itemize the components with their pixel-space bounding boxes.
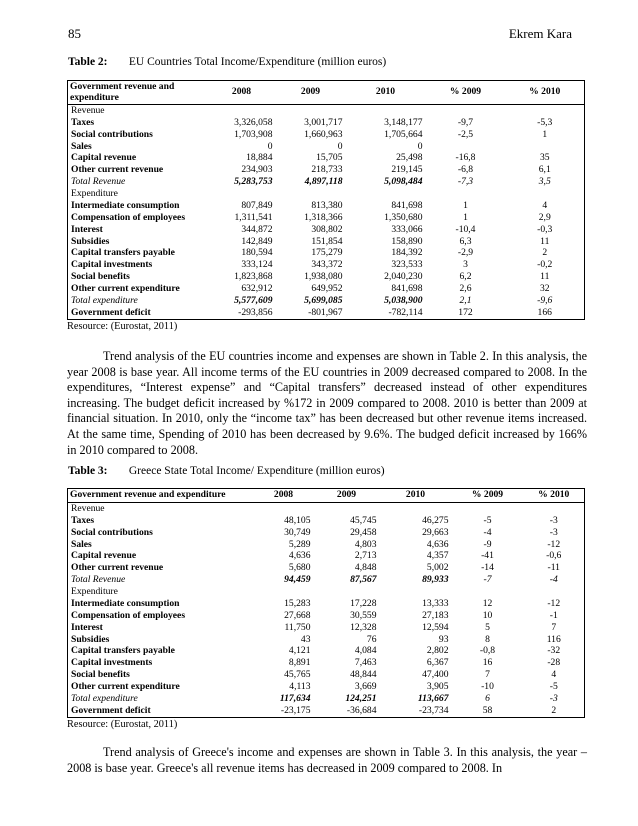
table-cell	[426, 105, 506, 117]
table-cell: 172	[426, 307, 506, 320]
table-cell	[426, 188, 506, 200]
table-cell: -3	[549, 692, 558, 704]
column-header: 2010	[346, 81, 426, 105]
table-cell: 4,113	[289, 681, 311, 693]
table-cell: 1,938,080	[304, 271, 343, 283]
table-cell: 4,121	[288, 645, 311, 657]
row-label: Other current revenue	[71, 562, 164, 574]
table-cell: 5,577,609	[234, 294, 273, 306]
table-cell: -4	[483, 526, 492, 538]
table-row	[68, 693, 585, 705]
table2-caption	[68, 56, 386, 68]
table-row	[68, 515, 585, 527]
table-row	[68, 295, 585, 307]
table-cell: 166	[506, 307, 585, 320]
column-header: 2009	[276, 81, 346, 105]
table-cell: 18,884	[246, 152, 273, 164]
table-cell: 25,498	[396, 152, 423, 164]
column-header: 2008	[254, 489, 314, 503]
table-cell	[208, 188, 276, 200]
table-cell: 3	[463, 259, 468, 271]
table-cell: 1	[542, 128, 548, 140]
table-row	[68, 705, 585, 718]
table-cell: 15,705	[316, 152, 343, 164]
table-cell: 807,849	[241, 199, 273, 211]
table-cell: 32	[539, 283, 550, 295]
table-cell: 841,698	[391, 199, 423, 211]
table3-source: Resource: (Eurostat, 2011)	[67, 719, 178, 730]
table-cell: 813,380	[311, 199, 343, 211]
table-cell: 4,636	[426, 538, 449, 550]
page-number: 85	[68, 26, 81, 41]
table-cell: 333,066	[391, 223, 423, 235]
table-cell	[506, 188, 585, 200]
table-cell: 5,098,484	[384, 176, 423, 188]
table-cell: 180,594	[241, 247, 273, 259]
table-cell: 8	[485, 633, 490, 645]
table-cell: 632,912	[241, 283, 273, 295]
table-cell: 113,667	[417, 692, 449, 704]
table-cell: 1,318,366	[304, 211, 343, 223]
column-header: % 2009	[426, 81, 506, 105]
table3-header-row	[68, 489, 585, 503]
table-cell	[426, 141, 506, 153]
table-cell: 1	[463, 211, 468, 223]
table-cell: 43	[300, 633, 311, 645]
table-cell: 0	[417, 140, 423, 152]
table-row	[68, 271, 585, 283]
table-row	[68, 610, 585, 622]
table-cell: 30,559	[350, 609, 377, 621]
table-cell: 45,745	[350, 514, 377, 526]
table-cell: 4,803	[354, 538, 377, 550]
table-cell: 2,802	[426, 645, 449, 657]
table-cell: 841,698	[391, 283, 423, 295]
table-row	[68, 527, 585, 539]
table-row	[68, 681, 585, 693]
table-cell: -9	[483, 538, 492, 550]
table-cell: 3,905	[426, 681, 449, 693]
table-cell: 2,9	[538, 211, 551, 223]
table-row	[68, 586, 585, 598]
table-cell: 333,124	[241, 259, 273, 271]
table-cell: 2,713	[354, 550, 377, 562]
table-cell: 48,844	[350, 669, 377, 681]
row-label: Expenditure	[71, 586, 118, 598]
table-cell: 15,283	[284, 597, 311, 609]
table-cell: 46,275	[422, 514, 449, 526]
table-cell: -5,3	[537, 116, 553, 128]
table-cell: 1,660,963	[304, 128, 343, 140]
row-label: Intermediate consumption	[71, 199, 180, 211]
table-cell	[452, 503, 524, 515]
table-cell: 94,459	[284, 574, 311, 586]
table-cell: 4,636	[288, 550, 311, 562]
table-cell: 3,326,058	[234, 116, 273, 128]
paragraph-table2-analysis: Trend analysis of the EU countries income and expenses are shown in Table 2. In this analysis, the year 2008 is base year. All income terms of the EU countries in 2009 decreased compared to 2008. In the expenditures, “Interest expense” and “Capital transfers” decreased instead of other expenditures increasing. The budget deficit increased by %172 in 2009 compared to 2008. 2010 is better than 2009 at financial situation. In 2010, only the “income tax” has been decreased but other revenue items increased. At the same time, Spending of 2010 has been decreased by 9.6%. The budged deficit increased by 166% in 2010 compared to 2008.	[67, 349, 587, 457]
column-header: 2008	[208, 81, 276, 105]
table-cell: 27,183	[422, 609, 449, 621]
row-label: Taxes	[71, 514, 95, 526]
table-cell: 323,533	[391, 259, 423, 271]
table-row	[68, 539, 585, 551]
table-cell: 6	[485, 692, 490, 704]
table-cell: 5,038,900	[384, 294, 423, 306]
table-cell	[314, 586, 380, 598]
table-cell: 7	[551, 621, 557, 633]
table-row	[68, 153, 585, 165]
table-cell: 11	[540, 271, 550, 283]
table-row	[68, 224, 585, 236]
table2-body	[68, 105, 585, 320]
row-label: Capital investments	[71, 657, 153, 669]
table-row	[68, 598, 585, 610]
row-label: Other current expenditure	[71, 283, 180, 295]
table-cell: -782,114	[346, 307, 426, 320]
table-row	[68, 283, 585, 295]
table-cell: 27,668	[284, 609, 311, 621]
table2-label: Table 2:	[68, 56, 108, 68]
row-label: Intermediate consumption	[71, 597, 180, 609]
table-cell: 2,6	[459, 283, 472, 295]
table-row	[68, 622, 585, 634]
table-cell: -2,9	[457, 247, 474, 259]
table-cell: 1,703,908	[234, 128, 273, 140]
table-row	[68, 307, 585, 320]
row-label: Total Revenue	[71, 574, 126, 586]
table-cell: 5,699,085	[304, 294, 343, 306]
table-cell: 175,279	[311, 247, 343, 259]
table-cell: -5	[549, 681, 558, 693]
table3-label: Table 3:	[68, 465, 108, 477]
table-cell: -4	[549, 574, 558, 586]
table-cell: 17,228	[350, 597, 377, 609]
table-cell: 117,634	[279, 692, 311, 704]
table-cell: 4	[551, 669, 557, 681]
table-cell: -10,4	[455, 223, 476, 235]
table-cell: -0,8	[479, 645, 496, 657]
table-cell: 5,289	[288, 538, 311, 550]
table-cell	[276, 105, 346, 117]
table-cell: 2	[542, 247, 548, 259]
table-row	[68, 164, 585, 176]
row-label: Compensation of employees	[71, 211, 186, 223]
column-header: Government revenue and expenditure	[68, 81, 208, 105]
row-label: Capital investments	[71, 259, 153, 271]
row-label: Sales	[71, 538, 92, 550]
table-row	[68, 574, 585, 586]
table-cell: -5	[483, 514, 492, 526]
table-cell: 12,328	[350, 621, 377, 633]
table-cell: 3,148,177	[384, 116, 423, 128]
table-cell: 0	[337, 140, 343, 152]
table-cell: -1	[549, 609, 558, 621]
table-cell: 7,463	[354, 657, 377, 669]
table-row	[68, 176, 585, 188]
table-row	[68, 248, 585, 260]
table-cell: 124,251	[345, 692, 377, 704]
table-cell	[452, 586, 524, 598]
table-cell	[506, 141, 585, 153]
row-label: Other current revenue	[71, 164, 164, 176]
table-row	[68, 562, 585, 574]
table-cell: 649,952	[311, 283, 343, 295]
column-header: % 2009	[452, 489, 524, 503]
table3-body	[68, 503, 585, 718]
table-cell: -41	[481, 550, 494, 562]
table-cell	[208, 105, 276, 117]
table-cell	[346, 105, 426, 117]
table-cell	[314, 503, 380, 515]
table-cell: 142,849	[241, 235, 273, 247]
table-cell: 158,890	[391, 235, 423, 247]
table2-source: Resource: (Eurostat, 2011)	[67, 321, 178, 332]
table-cell: 218,733	[311, 164, 343, 176]
table-cell: 7	[485, 669, 490, 681]
table-cell: 1	[463, 199, 468, 211]
table-cell: 4,897,118	[304, 176, 343, 188]
table-cell: -12	[547, 597, 561, 609]
table-cell: 5,283,753	[234, 176, 273, 188]
table-cell: 4,084	[354, 645, 377, 657]
table-cell	[254, 586, 314, 598]
table-cell: -7,3	[457, 176, 474, 188]
table-cell	[524, 503, 585, 515]
table-cell: 3,001,717	[304, 116, 343, 128]
table-cell: 89,933	[422, 574, 449, 586]
table-cell: -14	[481, 562, 494, 574]
table-cell: -801,967	[276, 307, 346, 320]
table-row	[68, 669, 585, 681]
column-header: 2009	[314, 489, 380, 503]
table-cell: -0,3	[537, 223, 553, 235]
table-cell: 2,1	[459, 294, 472, 306]
row-label: Capital transfers payable	[71, 645, 175, 657]
table-cell: 58	[452, 705, 524, 718]
table-cell: -36,684	[314, 705, 380, 718]
row-label: Social contributions	[71, 526, 153, 538]
table-cell: 8,891	[288, 657, 311, 669]
table-cell: 343,372	[311, 259, 343, 271]
table-cell	[346, 188, 426, 200]
row-label: Other current expenditure	[71, 681, 180, 693]
table-cell: -9,7	[457, 116, 474, 128]
table-cell: 344,872	[241, 223, 273, 235]
table-cell: 4	[542, 199, 548, 211]
row-label: Social benefits	[71, 669, 130, 681]
table-row	[68, 129, 585, 141]
row-label: Interest	[71, 223, 103, 235]
table-cell: -12	[547, 538, 561, 550]
table-cell: 11,750	[284, 621, 311, 633]
table-row	[68, 551, 585, 563]
table-cell: 2	[524, 705, 585, 718]
table-cell: 10	[482, 609, 493, 621]
table-cell: 6,1	[538, 164, 551, 176]
table-cell	[506, 105, 585, 117]
table2-title: EU Countries Total Income/Expenditure (million euros)	[128, 56, 387, 68]
table-row	[68, 212, 585, 224]
column-header: % 2010	[524, 489, 585, 503]
table-cell	[380, 503, 452, 515]
table-cell	[524, 586, 585, 598]
table-cell: 1,705,664	[384, 128, 423, 140]
table-cell: -3	[549, 526, 558, 538]
table-cell	[254, 503, 314, 515]
table-cell: 4,848	[354, 562, 377, 574]
table-cell: 87,567	[350, 574, 377, 586]
table-cell: -23,734	[380, 705, 452, 718]
row-label: Expenditure	[71, 188, 118, 200]
table-cell: 93	[438, 633, 449, 645]
table-cell: -23,175	[254, 705, 314, 718]
row-label: Capital revenue	[71, 550, 137, 562]
table-row	[68, 117, 585, 129]
table-cell: -6,8	[457, 164, 474, 176]
table-cell: 3,5	[538, 176, 551, 188]
table-cell: 12	[482, 597, 493, 609]
table-cell: 45,765	[284, 669, 311, 681]
table-cell: -0,6	[546, 550, 562, 562]
table-cell: -3	[549, 514, 558, 526]
row-label: Subsidies	[71, 633, 110, 645]
row-label: Interest	[71, 621, 103, 633]
row-label: Government deficit	[68, 307, 208, 320]
column-header: 2010	[380, 489, 452, 503]
table-cell: 0	[267, 140, 273, 152]
table2	[67, 80, 585, 320]
table-cell: -293,856	[208, 307, 276, 320]
table-row	[68, 200, 585, 212]
table-cell: 3,669	[354, 681, 377, 693]
table-cell	[276, 188, 346, 200]
table-cell: 12,594	[422, 621, 449, 633]
table-cell: 1,350,680	[384, 211, 423, 223]
table-row	[68, 503, 585, 515]
table-cell: 35	[539, 152, 550, 164]
row-label: Revenue	[71, 104, 105, 116]
running-author: Ekrem Kara	[508, 26, 572, 41]
table-cell: 76	[366, 633, 377, 645]
row-label: Revenue	[71, 502, 105, 514]
table3	[67, 488, 585, 718]
table-cell: 29,458	[350, 526, 377, 538]
table-cell: -10	[481, 681, 494, 693]
table3-title: Greece State Total Income/ Expenditure (million euros)	[128, 465, 385, 477]
column-header: % 2010	[506, 81, 585, 105]
table-cell: -2,5	[457, 128, 474, 140]
table-cell: -0,2	[537, 259, 553, 271]
table-cell: 47,400	[422, 669, 449, 681]
table-cell: 5,680	[288, 562, 311, 574]
table-cell: 5,002	[426, 562, 449, 574]
table-cell: 308,802	[311, 223, 343, 235]
table-cell	[380, 586, 452, 598]
table-cell: 6,367	[426, 657, 449, 669]
table-cell: 2,040,230	[384, 271, 423, 283]
table-row	[68, 657, 585, 669]
table2-header-row	[68, 81, 585, 105]
table-cell: -7	[483, 574, 492, 586]
table-cell: -9,6	[537, 294, 553, 306]
row-label: Total Revenue	[71, 176, 126, 188]
row-label: Total expenditure	[71, 294, 138, 306]
table-row	[68, 105, 585, 117]
row-label: Social contributions	[71, 128, 153, 140]
table-row	[68, 259, 585, 271]
table-cell: -28	[547, 657, 561, 669]
table-cell: -16,8	[455, 152, 476, 164]
row-label: Total expenditure	[71, 692, 138, 704]
row-label: Sales	[71, 140, 92, 152]
table-cell: 48,105	[284, 514, 311, 526]
row-label: Capital transfers payable	[71, 247, 175, 259]
table-cell: -32	[547, 645, 561, 657]
row-label: Subsidies	[71, 235, 110, 247]
table-cell: 29,663	[422, 526, 449, 538]
row-label: Compensation of employees	[71, 609, 186, 621]
table-cell: 30,749	[284, 526, 311, 538]
table-row	[68, 634, 585, 646]
table-cell: 11	[540, 235, 550, 247]
table-cell: 1,823,868	[234, 271, 273, 283]
table-cell: 219,145	[391, 164, 423, 176]
table-cell: 4,357	[426, 550, 449, 562]
table-cell: 1,311,541	[234, 211, 273, 223]
table-row	[68, 141, 585, 153]
table3-caption	[68, 465, 385, 477]
column-header: Government revenue and expenditure	[68, 489, 254, 503]
table-cell: 234,903	[241, 164, 273, 176]
table-cell: 13,333	[422, 597, 449, 609]
table-row	[68, 188, 585, 200]
table-cell: 5	[485, 621, 490, 633]
table-cell: 116	[546, 633, 561, 645]
row-label: Capital revenue	[71, 152, 137, 164]
table-cell: 151,854	[311, 235, 343, 247]
table-row	[68, 236, 585, 248]
row-label: Taxes	[71, 116, 95, 128]
row-label: Government deficit	[68, 705, 254, 718]
table-cell: -11	[547, 562, 560, 574]
table-cell: 16	[482, 657, 493, 669]
table-cell: 184,392	[391, 247, 423, 259]
paragraph-table3-analysis: Trend analysis of Greece's income and expenses are shown in Table 3. In this analysis, the year – 2008 is base year. Greece's all revenue items has decreased in 2009 compared to 2008. In	[67, 745, 587, 775]
table-cell: 6,3	[459, 235, 472, 247]
table-row	[68, 646, 585, 658]
table-cell: 6,2	[459, 271, 472, 283]
row-label: Social benefits	[71, 271, 130, 283]
